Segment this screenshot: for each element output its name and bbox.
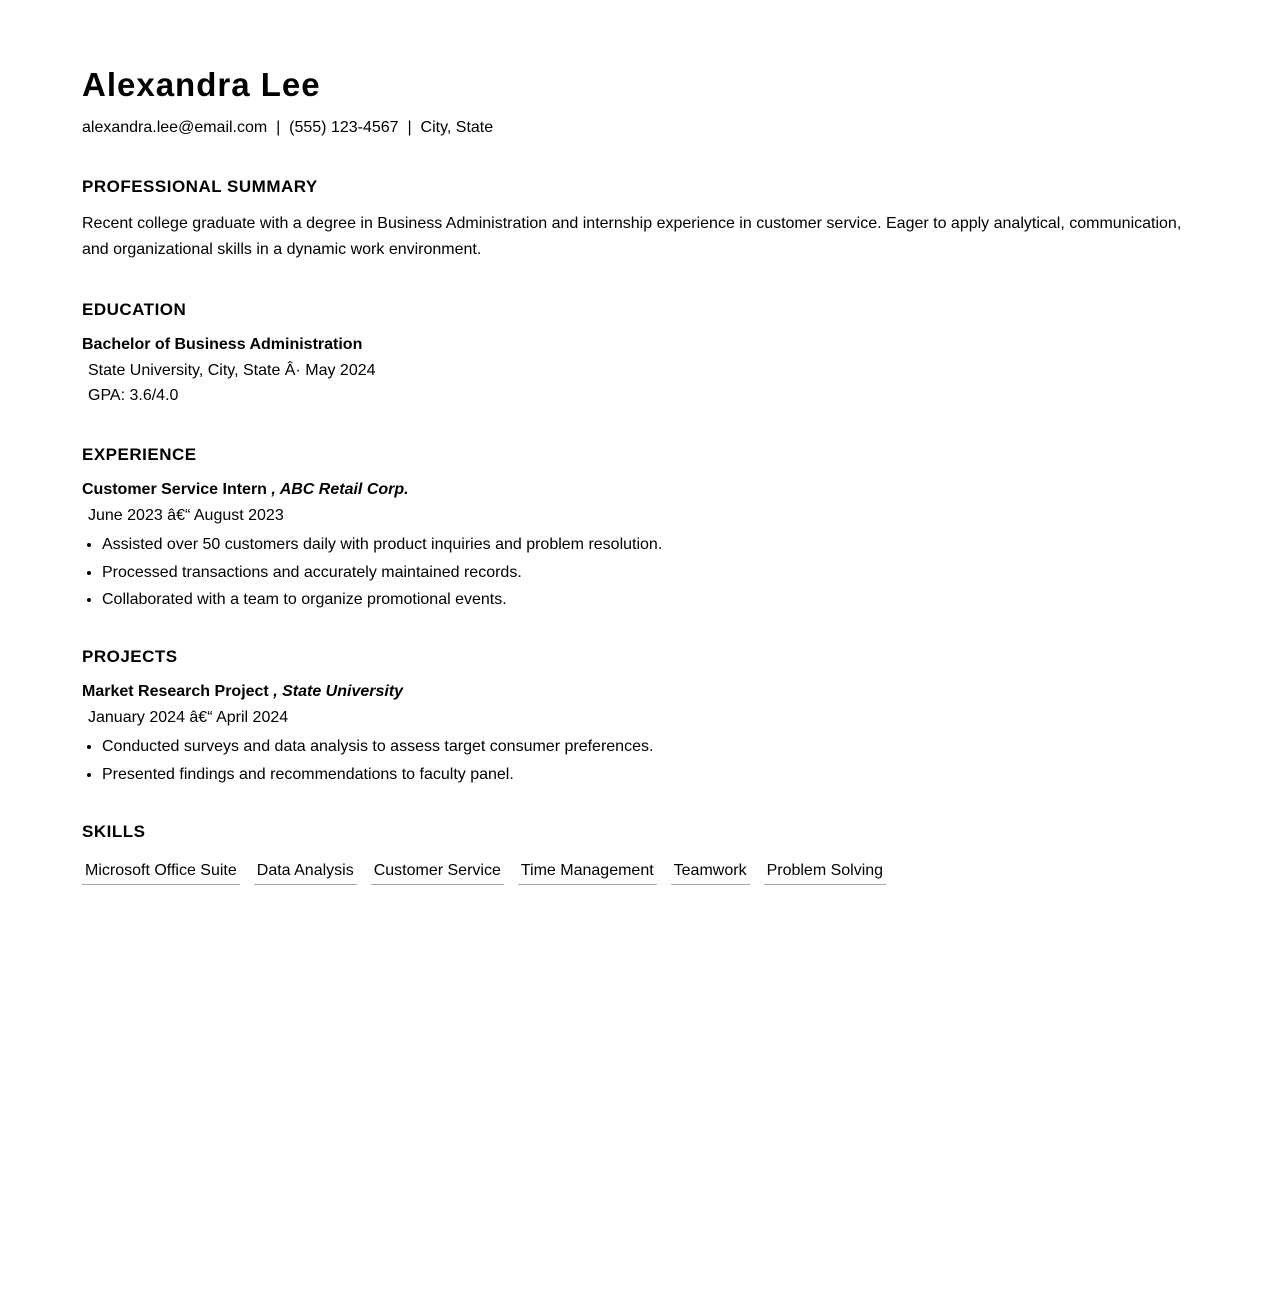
project-name: Market Research Project (82, 683, 269, 700)
contact-phone: (555) 123-4567 (289, 119, 399, 136)
candidate-name: Alexandra Lee (82, 66, 321, 103)
project-bullets (82, 737, 1192, 785)
list-item: • Assisted over 50 customers daily with product inquiries and problem resolution. (102, 535, 1192, 555)
list-item: • Processed transactions and accurately maintained records. (102, 563, 1192, 583)
experience-entry (82, 480, 1192, 610)
job-organization: , ABC Retail Corp. (266, 481, 409, 498)
skill-tag: Data Analysis (254, 861, 357, 885)
skill-tag: Teamwork (671, 861, 750, 885)
contact-line (82, 118, 1192, 138)
list-item: • Collaborated with a team to organize promotional events. (102, 590, 1192, 610)
degree-title: Bachelor of Business Administration (82, 336, 363, 353)
skill-tag: Problem Solving (764, 861, 887, 885)
education-section (82, 299, 1192, 408)
section-title-projects: PROJECTS (82, 647, 178, 666)
projects-section (82, 646, 1192, 785)
section-title-summary: PROFESSIONAL SUMMARY (82, 177, 318, 196)
job-role: Customer Service Intern (82, 481, 267, 498)
experience-heading (82, 480, 1192, 500)
list-item: • Conducted surveys and data analysis to assess target consumer preferences. (102, 737, 1192, 757)
list-item: • Presented findings and recommendations to faculty panel. (102, 765, 1192, 785)
summary-text: Recent college graduate with a degree in Business Administration and internship experience in customer service. Eager to apply analytical, communication, and organizational skills in a dynamic work environment. (82, 215, 1182, 258)
skill-tag: Time Management (518, 861, 657, 885)
project-dates: January 2024 â€“ April 2024 (88, 709, 289, 726)
education-entry (82, 335, 1192, 408)
project-organization: , State University (268, 683, 404, 700)
contact-separator: | (398, 119, 421, 136)
skill-tag: Microsoft Office Suite (82, 861, 240, 885)
resume-header (82, 64, 1192, 138)
job-bullets (82, 535, 1192, 610)
project-entry (82, 682, 1192, 785)
skill-tag: Customer Service (371, 861, 504, 885)
resume-page (82, 64, 1192, 885)
section-title-experience: EXPERIENCE (82, 445, 197, 464)
project-heading (82, 682, 1192, 702)
contact-email: alexandra.lee@email.com (82, 119, 268, 136)
experience-section (82, 444, 1192, 610)
section-title-education: EDUCATION (82, 300, 187, 319)
skills-section (82, 821, 1192, 885)
skills-list (82, 861, 1192, 885)
job-dates: June 2023 â€“ August 2023 (88, 507, 284, 524)
contact-location: City, State (420, 119, 494, 136)
gpa-line: GPA: 3.6/4.0 (88, 387, 179, 404)
school-line: State University, City, State Â· May 2024 (88, 362, 376, 379)
section-title-skills: SKILLS (82, 821, 146, 841)
contact-separator: | (267, 119, 290, 136)
summary-section (82, 176, 1192, 263)
